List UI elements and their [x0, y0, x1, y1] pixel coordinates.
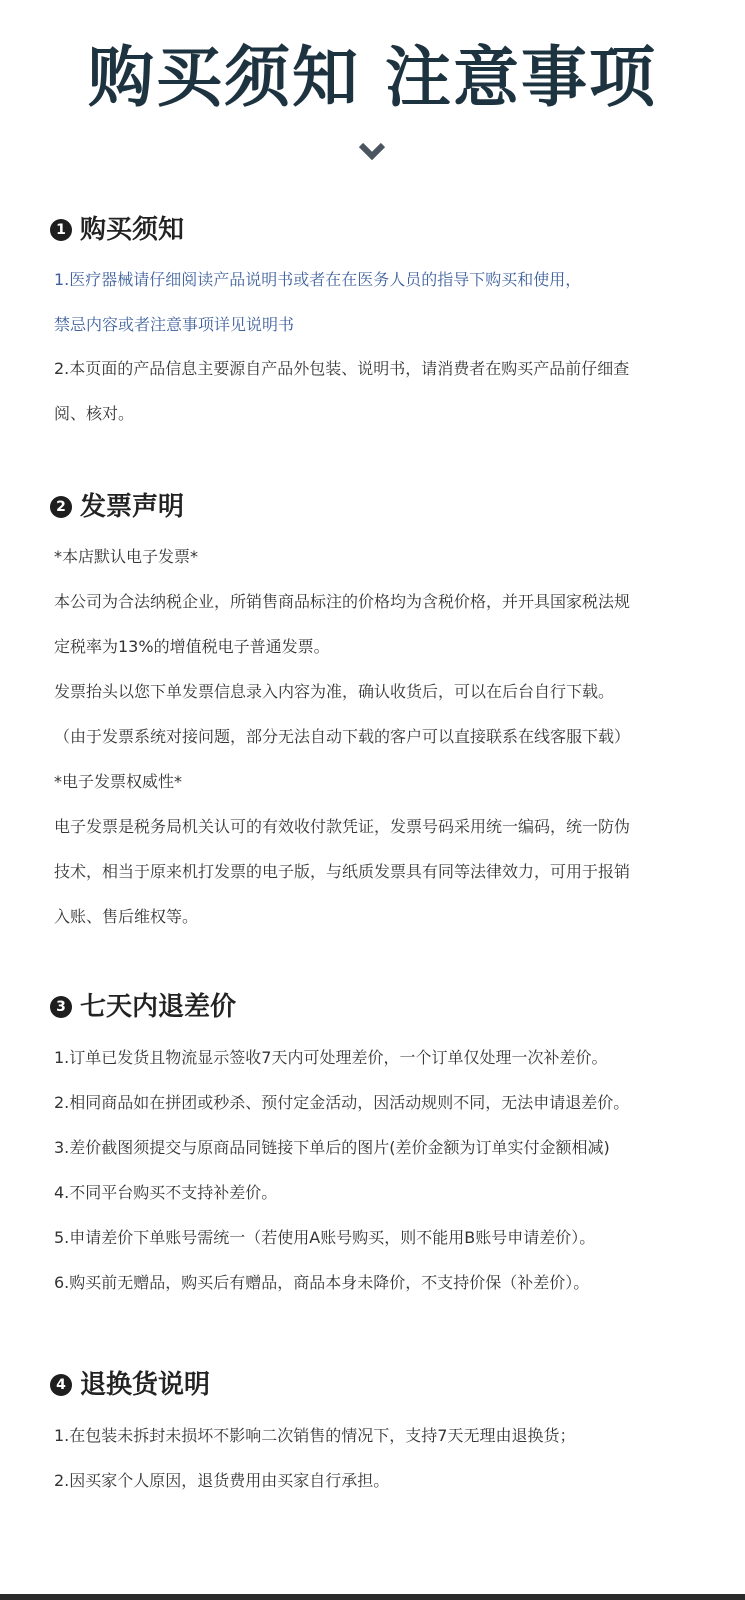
invoice-line: *本店默认电子发票* — [54, 547, 199, 566]
invoice-line: 发票抬头以您下单发票信息录入内容为准，确认收货后，可以在后台自行下载。 — [54, 682, 615, 701]
price-difference-line: 5.申请差价下单账号需统一（若使用A账号购买，则不能用B账号申请差价）。 — [54, 1228, 596, 1247]
chevron-down-icon — [358, 141, 386, 163]
returns-line: 2.因买家个人原因，退货费用由买家自行承担。 — [54, 1471, 390, 1490]
bottom-divider — [0, 1594, 745, 1600]
invoice-line: 本公司为合法纳税企业，所销售商品标注的价格均为含税价格，并开具国家税法规 — [54, 592, 631, 611]
notice-line: 禁忌内容或者注意事项详见说明书 — [54, 315, 295, 334]
price-difference-line: 2.相同商品如在拼团或秒杀、预付定金活动，因活动规则不同，无法申请退差价。 — [54, 1093, 630, 1112]
notice-line: 2.本页面的产品信息主要源自产品外包装、说明书，请消费者在购买产品前仔细查 — [54, 359, 630, 378]
number-four-icon: 4 — [50, 1374, 72, 1396]
section-title: 发票声明 — [80, 492, 185, 522]
invoice-line: 技术，相当于原来机打发票的电子版，与纸质发票具有同等法律效力，可用于报销 — [54, 862, 631, 881]
section-title: 退换货说明 — [80, 1370, 211, 1400]
section-title: 七天内退差价 — [80, 992, 237, 1022]
returns-line: 1.在包装未拆封未损坏不影响二次销售的情况下，支持7天无理由退换货； — [54, 1426, 576, 1445]
section-title: 购买须知 — [80, 215, 185, 245]
notice-line: 1.医疗器械请仔细阅读产品说明书或者在在医务人员的指导下购买和使用， — [54, 270, 582, 289]
number-two-icon: 2 — [50, 496, 72, 518]
price-difference-line: 1.订单已发货且物流显示签收7天内可处理差价，一个订单仅处理一次补差价。 — [54, 1048, 608, 1067]
number-one-icon: 1 — [50, 219, 72, 241]
price-difference-line: 3.差价截图须提交与原商品同链接下单后的图片(差价金额为订单实付金额相减) — [54, 1138, 610, 1157]
price-difference-line: 6.购买前无赠品，购买后有赠品，商品本身未降价，不支持价保（补差价）。 — [54, 1273, 590, 1292]
section-header-returns — [50, 1367, 210, 1403]
notice-line: 阅、核对。 — [54, 404, 135, 423]
page-title: 购买须知 注意事项 — [88, 39, 657, 116]
invoice-line: 入账、售后维权等。 — [54, 907, 199, 926]
section-header-invoice — [50, 489, 184, 525]
invoice-line: 电子发票是税务局机关认可的有效收付款凭证，发票号码采用统一编码，统一防伪 — [54, 817, 631, 836]
invoice-line: 定税率为13%的增值税电子普通发票。 — [54, 637, 330, 656]
invoice-line: （由于发票系统对接问题，部分无法自动下载的客户可以直接联系在线客服下载） — [54, 727, 631, 746]
section-header-price-difference — [50, 989, 236, 1025]
number-three-icon: 3 — [50, 996, 72, 1018]
section-header-purchase-notice — [50, 212, 184, 248]
invoice-line: *电子发票权威性* — [54, 772, 183, 791]
price-difference-line: 4.不同平台购买不支持补差价。 — [54, 1183, 278, 1202]
